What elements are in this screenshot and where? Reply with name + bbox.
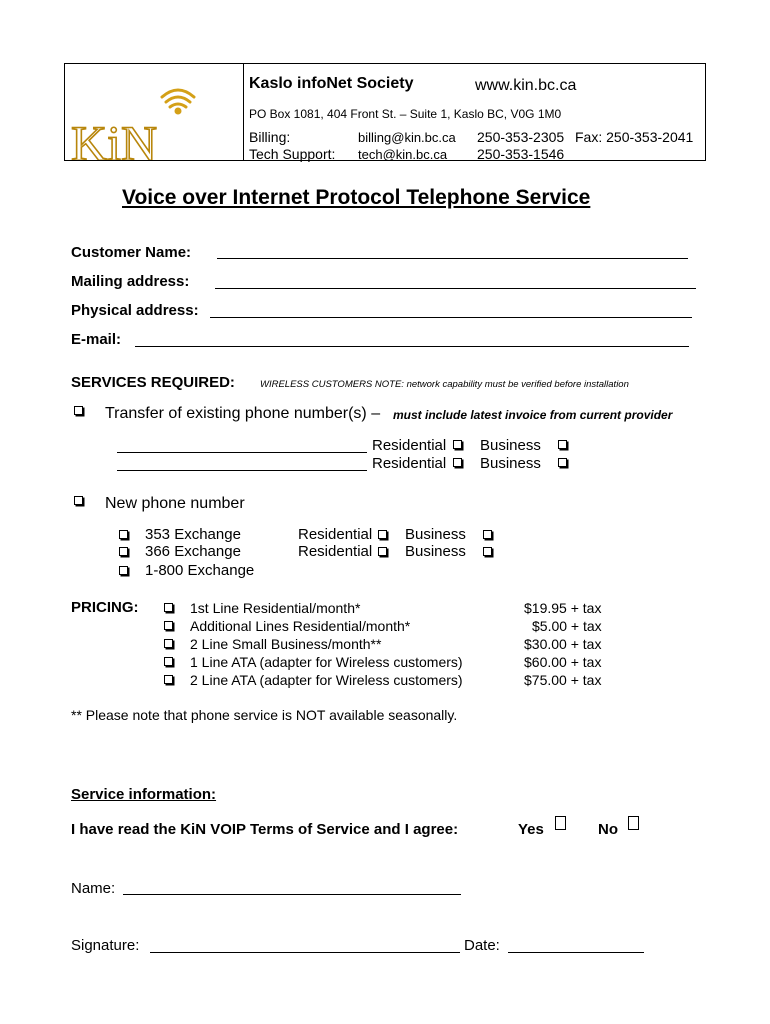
transfer-number-field-1[interactable] <box>117 452 367 453</box>
new-number-label: New phone number <box>105 495 245 512</box>
billing-email[interactable]: billing@kin.bc.ca <box>358 130 456 145</box>
exchange-366-business-checkbox[interactable] <box>483 547 492 556</box>
pricing-item-3-name: 2 Line Small Business/month** <box>190 636 382 652</box>
pricing-item-1-name: 1st Line Residential/month* <box>190 600 361 616</box>
transfer-residential-2-label: Residential <box>372 455 447 472</box>
signature-label: Signature: <box>71 937 140 954</box>
wireless-note: WIRELESS CUSTOMERS NOTE: network capability must be verified before installation <box>260 379 629 390</box>
yes-label: Yes <box>518 821 544 838</box>
page-title: Voice over Internet Protocol Telephone Service <box>122 186 591 209</box>
pricing-item-1-price: $19.95 + tax <box>524 600 602 616</box>
pricing-item-3-checkbox[interactable] <box>164 639 173 648</box>
transfer-business-2-label: Business <box>480 455 541 472</box>
exchange-353-checkbox[interactable] <box>119 530 128 539</box>
pricing-item-4-price: $60.00 + tax <box>524 654 602 670</box>
name-label: Name: <box>71 880 116 897</box>
terms-agree-text: I have read the KiN VOIP Terms of Service and I agree: <box>71 821 459 838</box>
support-label: Tech Support: <box>249 146 336 162</box>
date-field[interactable] <box>508 952 644 953</box>
pricing-item-5-price: $75.00 + tax <box>524 672 602 688</box>
no-checkbox[interactable] <box>628 816 639 830</box>
pricing-item-1-checkbox[interactable] <box>164 603 173 612</box>
physical-address-field[interactable] <box>210 317 692 318</box>
pricing-item-4-checkbox[interactable] <box>164 657 173 666</box>
billing-phone: 250-353-2305 <box>477 129 565 145</box>
transfer-checkbox[interactable] <box>74 406 83 415</box>
exchange-366-residential-checkbox[interactable] <box>378 547 387 556</box>
pricing-item-2-price: $5.00 + tax <box>532 618 602 634</box>
yes-checkbox[interactable] <box>555 816 566 830</box>
exchange-366-checkbox[interactable] <box>119 547 128 556</box>
fax: Fax: 250-353-2041 <box>575 129 694 145</box>
support-phone: 250-353-1546 <box>477 146 565 162</box>
pricing-item-5-name: 2 Line ATA (adapter for Wireless customers) <box>190 672 463 688</box>
kin-logo <box>65 64 243 160</box>
transfer-note: must include latest invoice from current provider <box>393 408 673 422</box>
mailing-address-field[interactable] <box>215 288 696 289</box>
pricing-item-4-name: 1 Line ATA (adapter for Wireless customers) <box>190 654 463 670</box>
exchange-1800-label: 1-800 Exchange <box>145 562 255 579</box>
exchange-353-residential-label: Residential <box>298 526 373 543</box>
transfer-residential-1-checkbox[interactable] <box>453 440 462 449</box>
pricing-item-2-checkbox[interactable] <box>164 621 173 630</box>
transfer-business-1-checkbox[interactable] <box>558 440 567 449</box>
support-email[interactable]: tech@kin.bc.ca <box>358 147 448 162</box>
exchange-353-residential-checkbox[interactable] <box>378 530 387 539</box>
pricing-label: PRICING: <box>71 599 139 616</box>
logo-text: KiN <box>71 115 158 160</box>
customer-name-field[interactable] <box>217 258 688 259</box>
signature-field[interactable] <box>150 952 460 953</box>
header-box <box>64 63 706 161</box>
new-number-checkbox[interactable] <box>74 496 83 505</box>
exchange-353-business-label: Business <box>405 526 466 543</box>
mailing-address-label: Mailing address: <box>71 273 190 290</box>
transfer-business-2-checkbox[interactable] <box>558 458 567 467</box>
exchange-366-label: 366 Exchange <box>145 543 241 560</box>
exchange-366-business-label: Business <box>405 543 466 560</box>
seasonal-note: ** Please note that phone service is NOT available seasonally. <box>71 707 458 723</box>
logo-cell <box>65 64 244 160</box>
transfer-residential-1-label: Residential <box>372 437 447 454</box>
billing-label: Billing: <box>249 129 291 145</box>
exchange-366-residential-label: Residential <box>298 543 373 560</box>
pricing-item-3-price: $30.00 + tax <box>524 636 602 652</box>
email-label: E-mail: <box>71 331 122 348</box>
transfer-number-field-2[interactable] <box>117 470 367 471</box>
transfer-label: Transfer of existing phone number(s) – <box>105 405 381 422</box>
transfer-residential-2-checkbox[interactable] <box>453 458 462 467</box>
website[interactable]: www.kin.bc.ca <box>475 77 577 94</box>
exchange-353-business-checkbox[interactable] <box>483 530 492 539</box>
date-label: Date: <box>464 937 500 954</box>
address: PO Box 1081, 404 Front St. – Suite 1, Kaslo BC, V0G 1M0 <box>249 107 562 121</box>
transfer-business-1-label: Business <box>480 437 541 454</box>
physical-address-label: Physical address: <box>71 302 199 319</box>
email-field[interactable] <box>135 346 689 347</box>
exchange-1800-checkbox[interactable] <box>119 566 128 575</box>
exchange-353-label: 353 Exchange <box>145 526 241 543</box>
org-name: Kaslo infoNet Society <box>249 75 414 92</box>
pricing-item-5-checkbox[interactable] <box>164 675 173 684</box>
services-heading: SERVICES REQUIRED: <box>71 374 235 391</box>
no-label: No <box>598 821 618 838</box>
pricing-item-2-name: Additional Lines Residential/month* <box>190 618 411 634</box>
customer-name-label: Customer Name: <box>71 244 192 261</box>
name-field[interactable] <box>123 894 461 895</box>
service-info-heading: Service information: <box>71 786 217 803</box>
